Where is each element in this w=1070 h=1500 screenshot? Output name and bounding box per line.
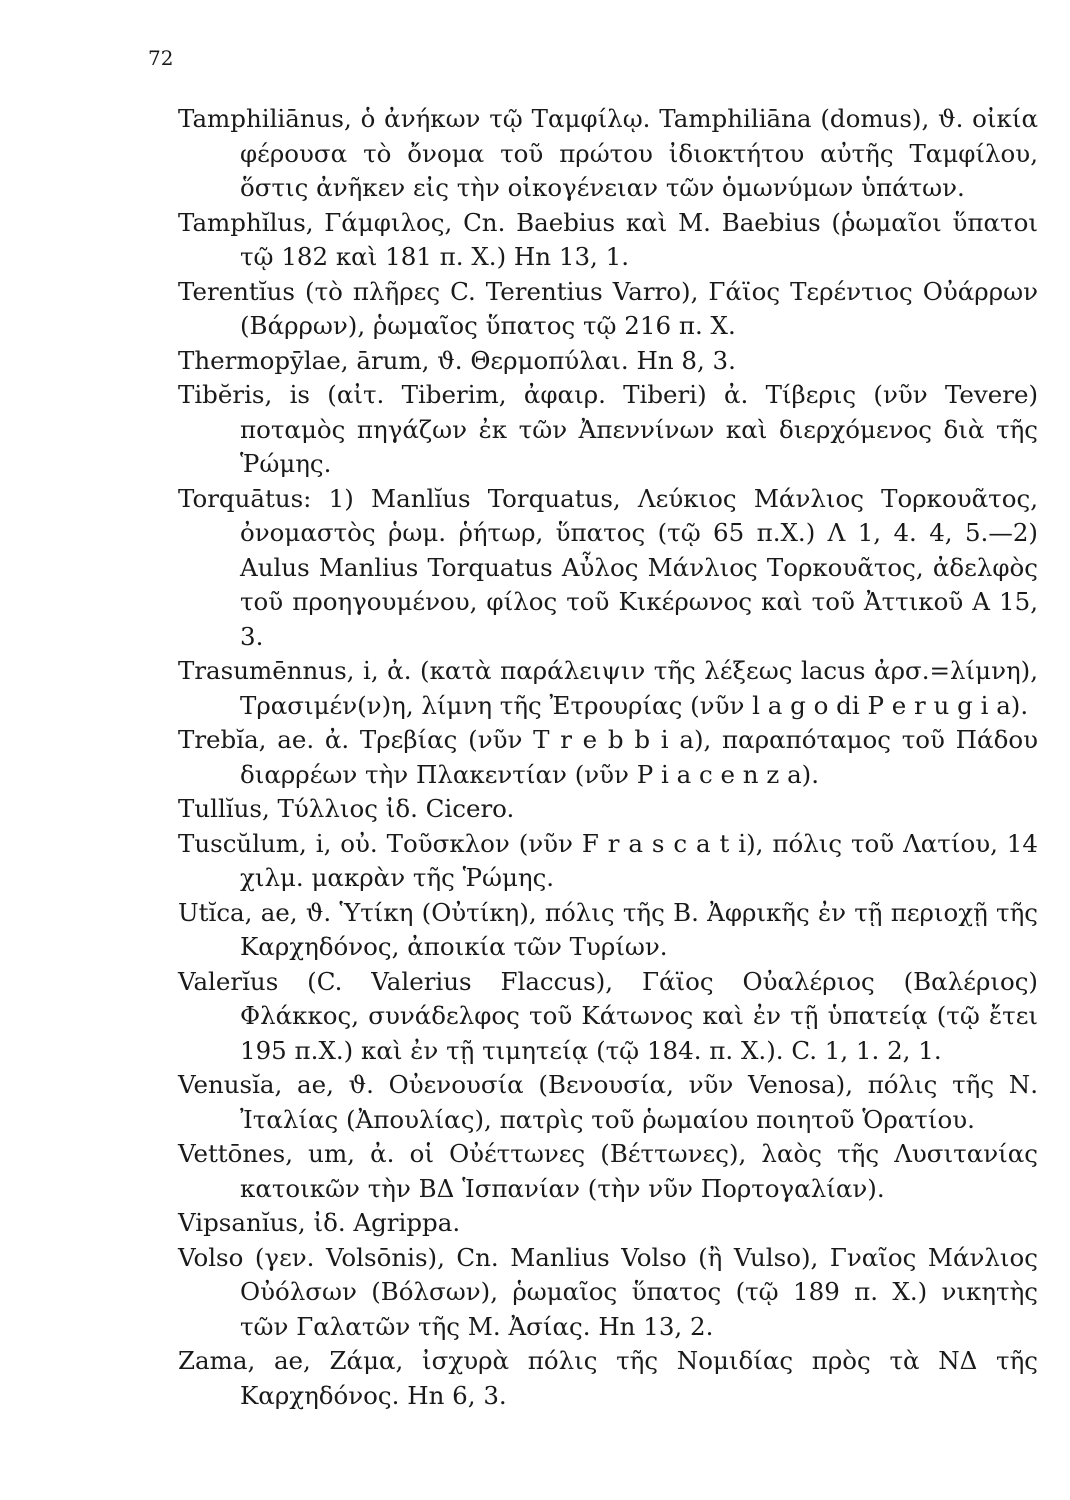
entry-tamphilianus: Tamphiliānus, ὁ ἀνήκων τῷ Ταμφίλῳ. Tamphiliāna (domus), ϑ. οἰκία φέρουσα τὸ ὄνομα τοῦ πρώτου ἰδιοκτήτου αὐτῆς Ταμφίλου, ὅστις ἀνῆκεν εἰς τὴν οἰκογένειαν τῶν ὁμωνύμων ὑπάτων. xyxy=(178,104,1038,202)
entry-zama: Zama, ae, Ζάμα, ἰσχυρὰ πόλις τῆς Νομιδίας πρὸς τὰ ΝΔ τῆς Καρχηδόνος. Hn 6, 3. xyxy=(178,1346,1038,1410)
entry-torquatus: Torquātus: 1) Manlĭus Torquatus, Λεύκιος Μάνλιος Τορκουᾶτος, ὀνομαστὸς ῥωμ. ῥήτωρ, ὕπατος (τῷ 65 π.Χ.) Λ 1, 4. 4, 5.—2) Aulus Manlius Torquatus Αὖλος Μάνλιος Τορκουᾶτος, ἀδελφὸς τοῦ προηγουμένου, φίλος τοῦ Κικέρωνος καὶ τοῦ Ἀττικοῦ Α 15, 3. xyxy=(178,483,1038,651)
page-number: 72 xyxy=(148,46,174,70)
entry-venusia: Venusĭa, ae, ϑ. Οὐενουσία (Βενουσία, νῦν Venosa), πόλις τῆς Ν. Ἰταλίας (Ἀπουλίας), πατρὶς τοῦ ῥωμαίου ποιητοῦ Ὁρατίου. xyxy=(178,1070,1038,1134)
entry-volso: Volso (γεν. Volsōnis), Cn. Manlius Volso (ἢ Vulso), Γναῖος Μάνλιος Οὐόλσων (Βόλσων), ῥωμαῖος ὕπατος (τῷ 189 π. Χ.) νικητὴς τῶν Γαλατῶν τῆς Μ. Ἀσίας. Hn 13, 2. xyxy=(178,1242,1038,1341)
entry-utica: Utĭca, ae, ϑ. Ὑτίκη (Οὐτίκη), πόλις τῆς Β. Ἀφρικῆς ἐν τῇ περιοχῇ τῆς Καρχηδόνος, ἀποικία τῶν Τυρίων. xyxy=(178,897,1038,961)
glossary-entries xyxy=(178,102,1038,1413)
entry-valerius: Valerĭus (C. Valerius Flaccus), Γάϊος Οὐαλέριος (Βαλέριος) Φλάκκος, συνάδελφος τοῦ Κάτωνος καὶ ἐν τῇ ὑπατείᾳ (τῷ ἔτει 195 π.Χ.) καὶ ἐν τῇ τιμητείᾳ (τῷ 184. π. Χ.). C. 1, 1. 2, 1. xyxy=(178,966,1038,1065)
entry-vipsanius: Vipsanĭus, ἰδ. Agrippa. xyxy=(178,1208,461,1237)
entry-trebia: Trebĭa, ae. ἀ. Τρεβίας (νῦν T r e b b i a), παραπόταμος τοῦ Πάδου διαρρέων τὴν Πλακεντίαν (νῦν P i a c e n z a). xyxy=(178,725,1038,789)
entry-tamphilus: Tamphĭlus, Γάμφιλος, Cn. Baebius καὶ M. Baebius (ῥωμαῖοι ὕπατοι τῷ 182 καὶ 181 π. Χ.) Hn 13, 1. xyxy=(178,207,1038,271)
entry-thermopylae: Thermopȳlae, ārum, ϑ. Θερμοπύλαι. Hn 8, 3. xyxy=(178,345,736,375)
entry-tiberis: Tibĕris, is (αἰτ. Tiberim, ἀφαιρ. Tiberi) ἀ. Τίβερις (νῦν Tevere) ποταμὸς πηγάζων ἐκ τῶν Ἀπεννίνων καὶ διερχόμενος διὰ τῆς Ῥώμης. xyxy=(178,380,1038,478)
entry-terentius: Terentĭus (τὸ πλῆρες C. Terentius Varro), Γάϊος Τερέντιος Οὐάρρων (Βάρρων), ῥωμαῖος ὕπατος τῷ 216 π. Χ. xyxy=(178,276,1038,340)
entry-tullius: Tullĭus, Τύλλιος ἰδ. Cicero. xyxy=(178,794,515,823)
entry-tusculum: Tuscŭlum, i, οὐ. Τοῦσκλον (νῦν F r a s c a t i), πόλις τοῦ Λατίου, 14 χιλμ. μακρὰν τῆς Ῥώμης. xyxy=(178,828,1038,892)
entry-vettones: Vettōnes, um, ἀ. οἱ Οὐέττωνες (Βέττωνες), λαὸς τῆς Λυσιτανίας κατοικῶν τὴν ΒΔ Ἱσπανίαν (τὴν νῦν Πορτογαλίαν). xyxy=(178,1139,1038,1203)
entry-trasumennus: Trasumēnnus, i, ἀ. (κατὰ παράλειψιν τῆς λέξεως lacus ἀρσ.=λίμνη), Τρασιμέν(ν)η, λίμνη τῆς Ἐτρουρίας (νῦν l a g o di P e r u g i a). xyxy=(178,656,1038,720)
